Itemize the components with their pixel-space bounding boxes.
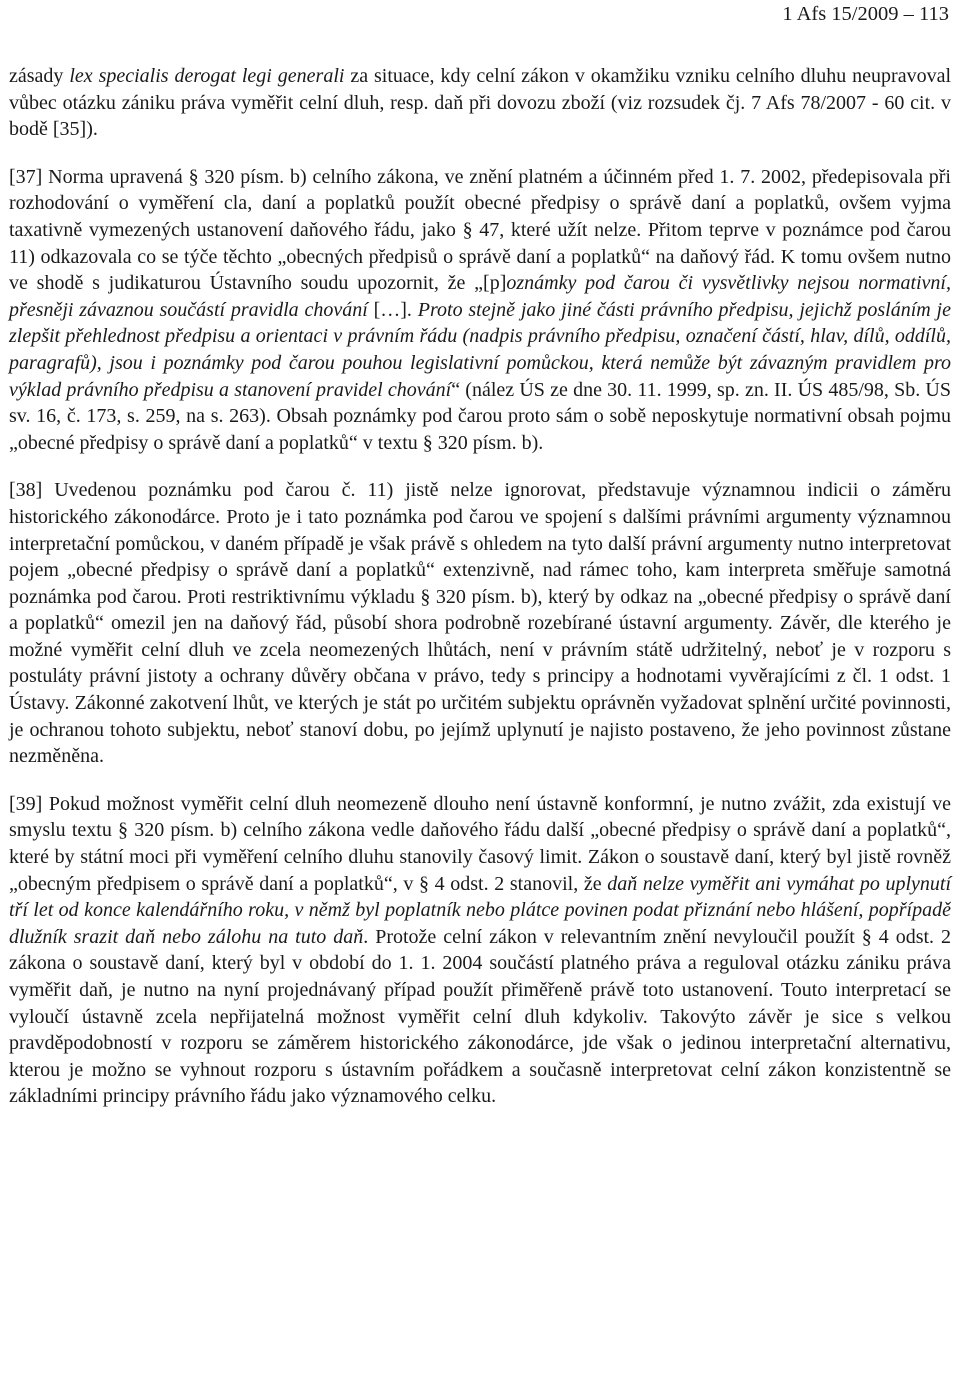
body-text: za situace, kdy celní zákon v okamžiku vzniku celního dluhu neupravoval vůbec otázku zániku práva vyměřit celní dluh, resp. daň při dovozu zboží (viz rozsudek čj. 7 Afs 78/2007 - 60 cit. v bodě [35]). [9, 65, 951, 141]
italic-quote-text: oznámky pod čarou či vysvětlivky nejsou normativní, přesněji závaznou součástí pravidla chování [9, 272, 951, 321]
paragraph-continuation [9, 63, 951, 143]
italic-quote-text: Proto stejně jako jiné části právního předpisu, jejichž posláním je zlepšit přehlednost předpisu a orientaci v právním řádu (nadpis právního předpisu, označení částí, hlav, dílů, oddílů, paragrafů), jsou i poznámky pod čarou pouhou legislativní pomůckou, která nemůže být závazným pravidlem pro výklad právního předpisu a stanovení pravidel chování [9, 298, 951, 401]
running-header: 1 Afs 15/2009 – 113 [782, 3, 949, 25]
italic-quote-text: daň nelze vyměřit ani vymáhat po uplynutí tří let od konce kalendářního roku, v němž byl poplatník nebo plátce povinen podat přiznání nebo hlášení, popřípadě dlužník srazit daň nebo zálohu na tuto daň [9, 872, 952, 948]
body-text: [38] Uvedenou poznámku pod čarou č. 11) jistě nelze ignorovat, představuje významnou indicii o záměru historického zákonodárce. Proto je i tato poznámka pod čarou ve spojení s dalšími právními argumenty významnou interpretační pomůckou, v daném případě je však právě s ohledem na tyto další právní argumenty nutno interpretovat pojem „obecné předpisy o správě daní a poplatků“ extenzivně, nad rámec toho, kam interpreta směřuje samotná poznámka pod čarou. Proti restriktivnímu výkladu § 320 písm. b), který by odkaz na „obecné předpisy o správě daní a poplatků“ omezil jen na daňový řád, působí shora podrobně rozebírané ústavní argumenty. Závěr, dle kterého je možné vyměřit celní dluh ve zcela neomezených lhůtách, není v právním státě udržitelný, neboť je v rozporu s postuláty právní jistoty a ochrany důvěry občana v právo, tedy s principy a hodnotami vyvěrajícími z čl. 1 odst. 1 Ústavy. Zákonné zakotvení lhůt, ve kterých je stát po určitém subjektu oprávněn vyžadovat splnění určité povinnosti, je ochranou tohoto subjektu, neboť stanoví dobu, po jejímž uplynutí je najisto postaveno, že jeho povinnost zůstane nezměněna. [9, 479, 951, 768]
document-body [9, 63, 951, 1110]
paragraph-39 [9, 791, 951, 1110]
body-text: […]. [367, 298, 418, 321]
body-text: “ (nález ÚS ze dne 30. 11. 1999, sp. zn. II. ÚS 485/98, Sb. ÚS sv. 16, č. 173, s. 259, na s. 263). Obsah poznámky pod čarou proto sám o sobě neposkytuje normativní obsah pojmu „obecné předpisy o správě daní a poplatků“ v textu § 320 písm. b). [9, 378, 951, 454]
italic-quote-text: lex specialis derogat legi generali [69, 65, 345, 87]
body-text: zásady [9, 65, 70, 87]
body-text: . Protože celní zákon v relevantním znění nevyloučil použít § 4 odst. 2 zákona o soustavě daní, který byl v období do 1. 1. 2004 součástí platného práva a reguloval otázku zániku práva vyměřit daň, je nutno na nyní projednávaný případ použít přiměřeně právě toto ustanovení. Touto interpretací se vyloučí ústavně zcela nepřijatelná možnost vyměřit celní dluh kdykoliv. Takovýto závěr je sice s velkou pravděpodobností v rozporu se záměrem historického zákonodárce, jde však o jedinou interpretační alternativu, kterou je možno se vyhnout rozporu s ústavním pořádkem a současně interpretovat celní zákon konzistentně se základními principy právního řádu jako významového celku. [9, 925, 951, 1108]
paragraph-38 [9, 477, 951, 770]
body-text: [39] Pokud možnost vyměřit celní dluh neomezeně dlouho není ústavně konformní, je nutno zvážit, zda existují ve smyslu textu § 320 písm. b) celního zákona vedle daňového řádu další „obecné předpisy o správě daní a poplatků“, které by státní moci při vyměření celního dluhu stanovily časový limit. Zákon o soustavě daní, který byl jistě rovněž „obecným předpisem o správě daní a poplatků“, v § 4 odst. 2 stanovil, že [9, 792, 951, 895]
paragraph-37 [9, 164, 951, 457]
body-text: [37] Norma upravená § 320 písm. b) celního zákona, ve znění platném a účinném před 1. 7. 2002, předepisovala při rozhodování o vyměření cla, daní a poplatků použít obecné předpisy o správě daní a poplatků, ovšem vyjma taxativně vymezených ustanovení daňového řádu, jako § 47, které užít nelze. Přitom teprve v poznámce pod čarou 11) odkazovala co se týče těchto „obecných předpisů o správě daní a poplatků“ na daňový řád. K tomu ovšem nutno ve shodě s judikaturou Ústavního soudu upozornit, že „[p] [9, 165, 951, 295]
